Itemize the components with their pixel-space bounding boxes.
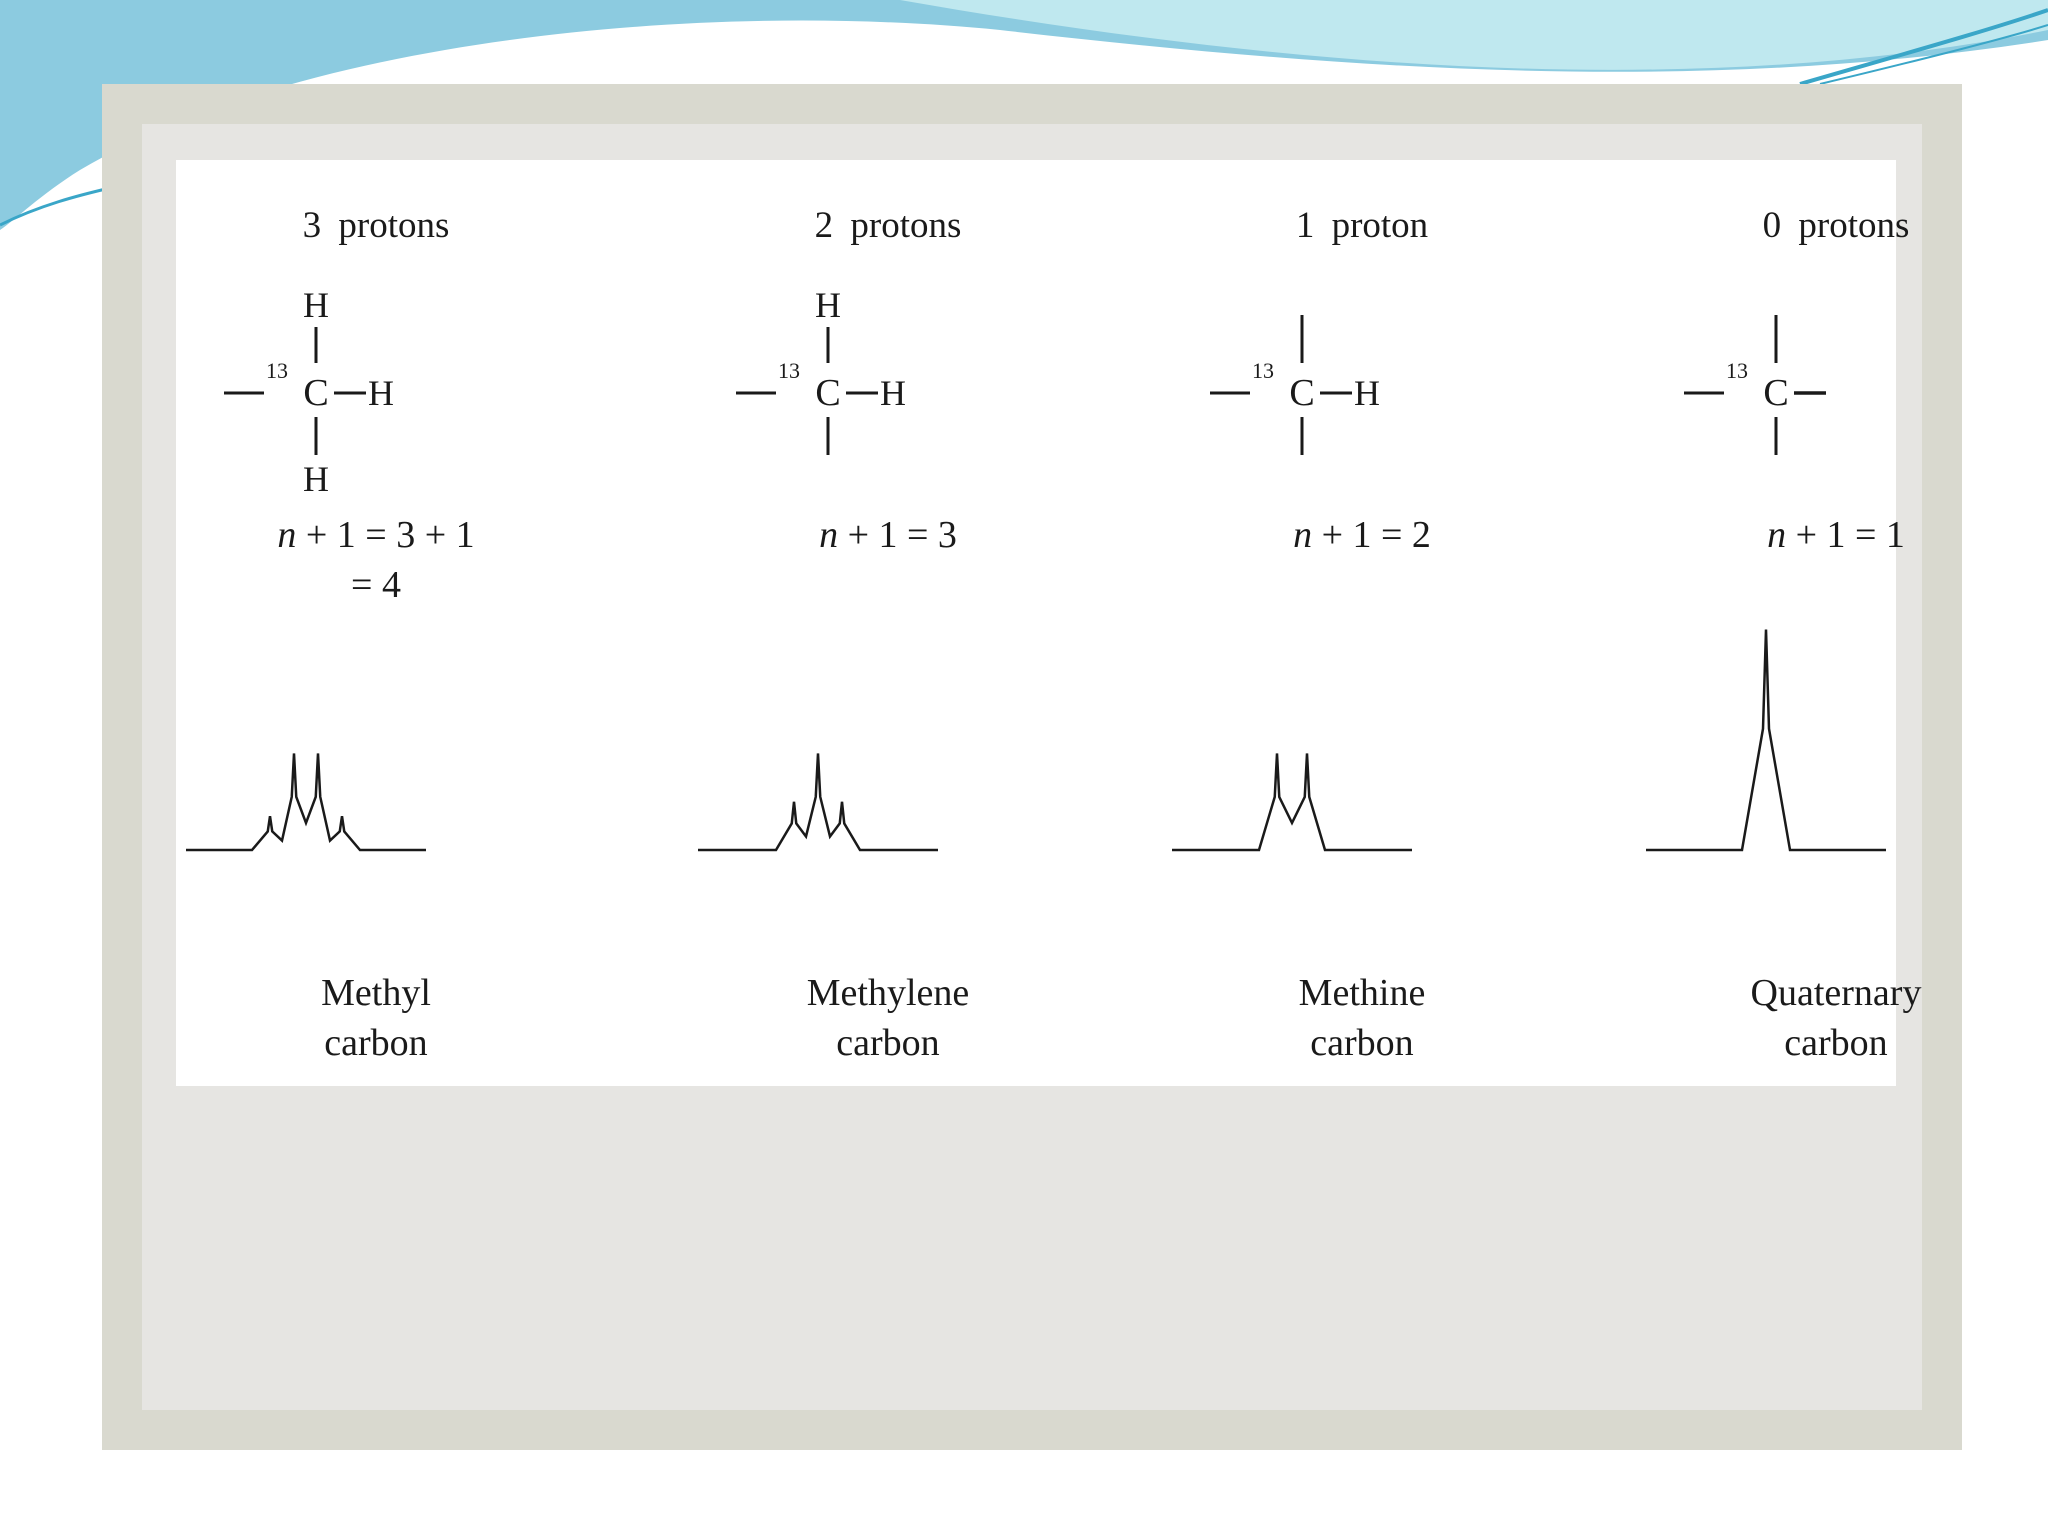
- spectrum-multiplet: [698, 753, 938, 850]
- spectrum-methyl: [176, 600, 576, 960]
- carbon-word: carbon: [1784, 1022, 1888, 1064]
- column-methylene: [688, 160, 1088, 1086]
- equation: [688, 510, 1088, 560]
- equation-variable: n: [819, 514, 839, 556]
- proton-count-header: [1162, 204, 1562, 247]
- carbon-type-label: [688, 968, 1088, 1068]
- spectrum-multiplet: [1646, 630, 1886, 851]
- carbon-word: carbon: [836, 1022, 940, 1064]
- structure-methylene: [688, 275, 1088, 515]
- proton-count: 2: [814, 205, 834, 246]
- isotope-label: 13: [266, 358, 288, 383]
- h-top: H: [815, 285, 841, 325]
- proton-word: protons: [1798, 205, 1910, 246]
- proton-word: protons: [850, 205, 962, 246]
- proton-count: 1: [1295, 205, 1315, 246]
- h-top: H: [303, 285, 329, 325]
- structure-methyl: [176, 275, 576, 515]
- carbon-atom: C: [1289, 372, 1315, 414]
- proton-count-header: [176, 204, 576, 247]
- equation: [1162, 510, 1562, 560]
- carbon-type-name: Methylene: [806, 972, 970, 1014]
- column-methyl: [176, 160, 576, 1086]
- proton-count: 3: [302, 205, 322, 246]
- spectrum-multiplet: [186, 753, 426, 850]
- proton-count-header: [1636, 204, 2036, 247]
- equation-line-1: + 1 = 2: [1321, 514, 1431, 556]
- proton-count: 0: [1762, 205, 1782, 246]
- spectrum-methylene: [688, 600, 1088, 960]
- carbon-type-name: Quaternary: [1750, 972, 1922, 1014]
- h-right: H: [1354, 373, 1380, 413]
- proton-word: proton: [1331, 205, 1429, 246]
- nmr-splitting-figure: [176, 160, 1922, 1086]
- structure-quaternary: [1636, 275, 2036, 515]
- carbon-type-label: [1162, 968, 1562, 1068]
- h-right: H: [880, 373, 906, 413]
- equation: [176, 510, 576, 610]
- equation-variable: n: [1767, 514, 1787, 556]
- spectrum-multiplet: [1172, 753, 1412, 850]
- structure-methine: [1162, 275, 1562, 515]
- equation: [1636, 510, 2036, 560]
- carbon-type-name: Methyl: [321, 972, 431, 1014]
- equation-line-1: + 1 = 3 + 1: [305, 514, 475, 556]
- h-bottom: H: [303, 459, 329, 499]
- spectrum-methine: [1162, 600, 1562, 960]
- carbon-type-name: Methine: [1298, 972, 1426, 1014]
- equation-line-1: + 1 = 3: [847, 514, 957, 556]
- carbon-atom: C: [1763, 372, 1789, 414]
- column-quaternary: [1636, 160, 2036, 1086]
- isotope-label: 13: [1252, 358, 1274, 383]
- carbon-type-label: [1636, 968, 2036, 1068]
- equation-line-1: + 1 = 1: [1795, 514, 1905, 556]
- isotope-label: 13: [778, 358, 800, 383]
- carbon-word: carbon: [1310, 1022, 1414, 1064]
- equation-line-2: = 4: [351, 564, 401, 606]
- h-right: H: [368, 373, 394, 413]
- proton-word: protons: [338, 205, 450, 246]
- carbon-atom: C: [303, 372, 329, 414]
- equation-variable: n: [1293, 514, 1313, 556]
- spectrum-quaternary: [1636, 600, 2036, 960]
- carbon-word: carbon: [324, 1022, 428, 1064]
- carbon-type-label: [176, 968, 576, 1068]
- isotope-label: 13: [1726, 358, 1748, 383]
- carbon-atom: C: [815, 372, 841, 414]
- proton-count-header: [688, 204, 1088, 247]
- equation-variable: n: [277, 514, 297, 556]
- column-methine: [1162, 160, 1562, 1086]
